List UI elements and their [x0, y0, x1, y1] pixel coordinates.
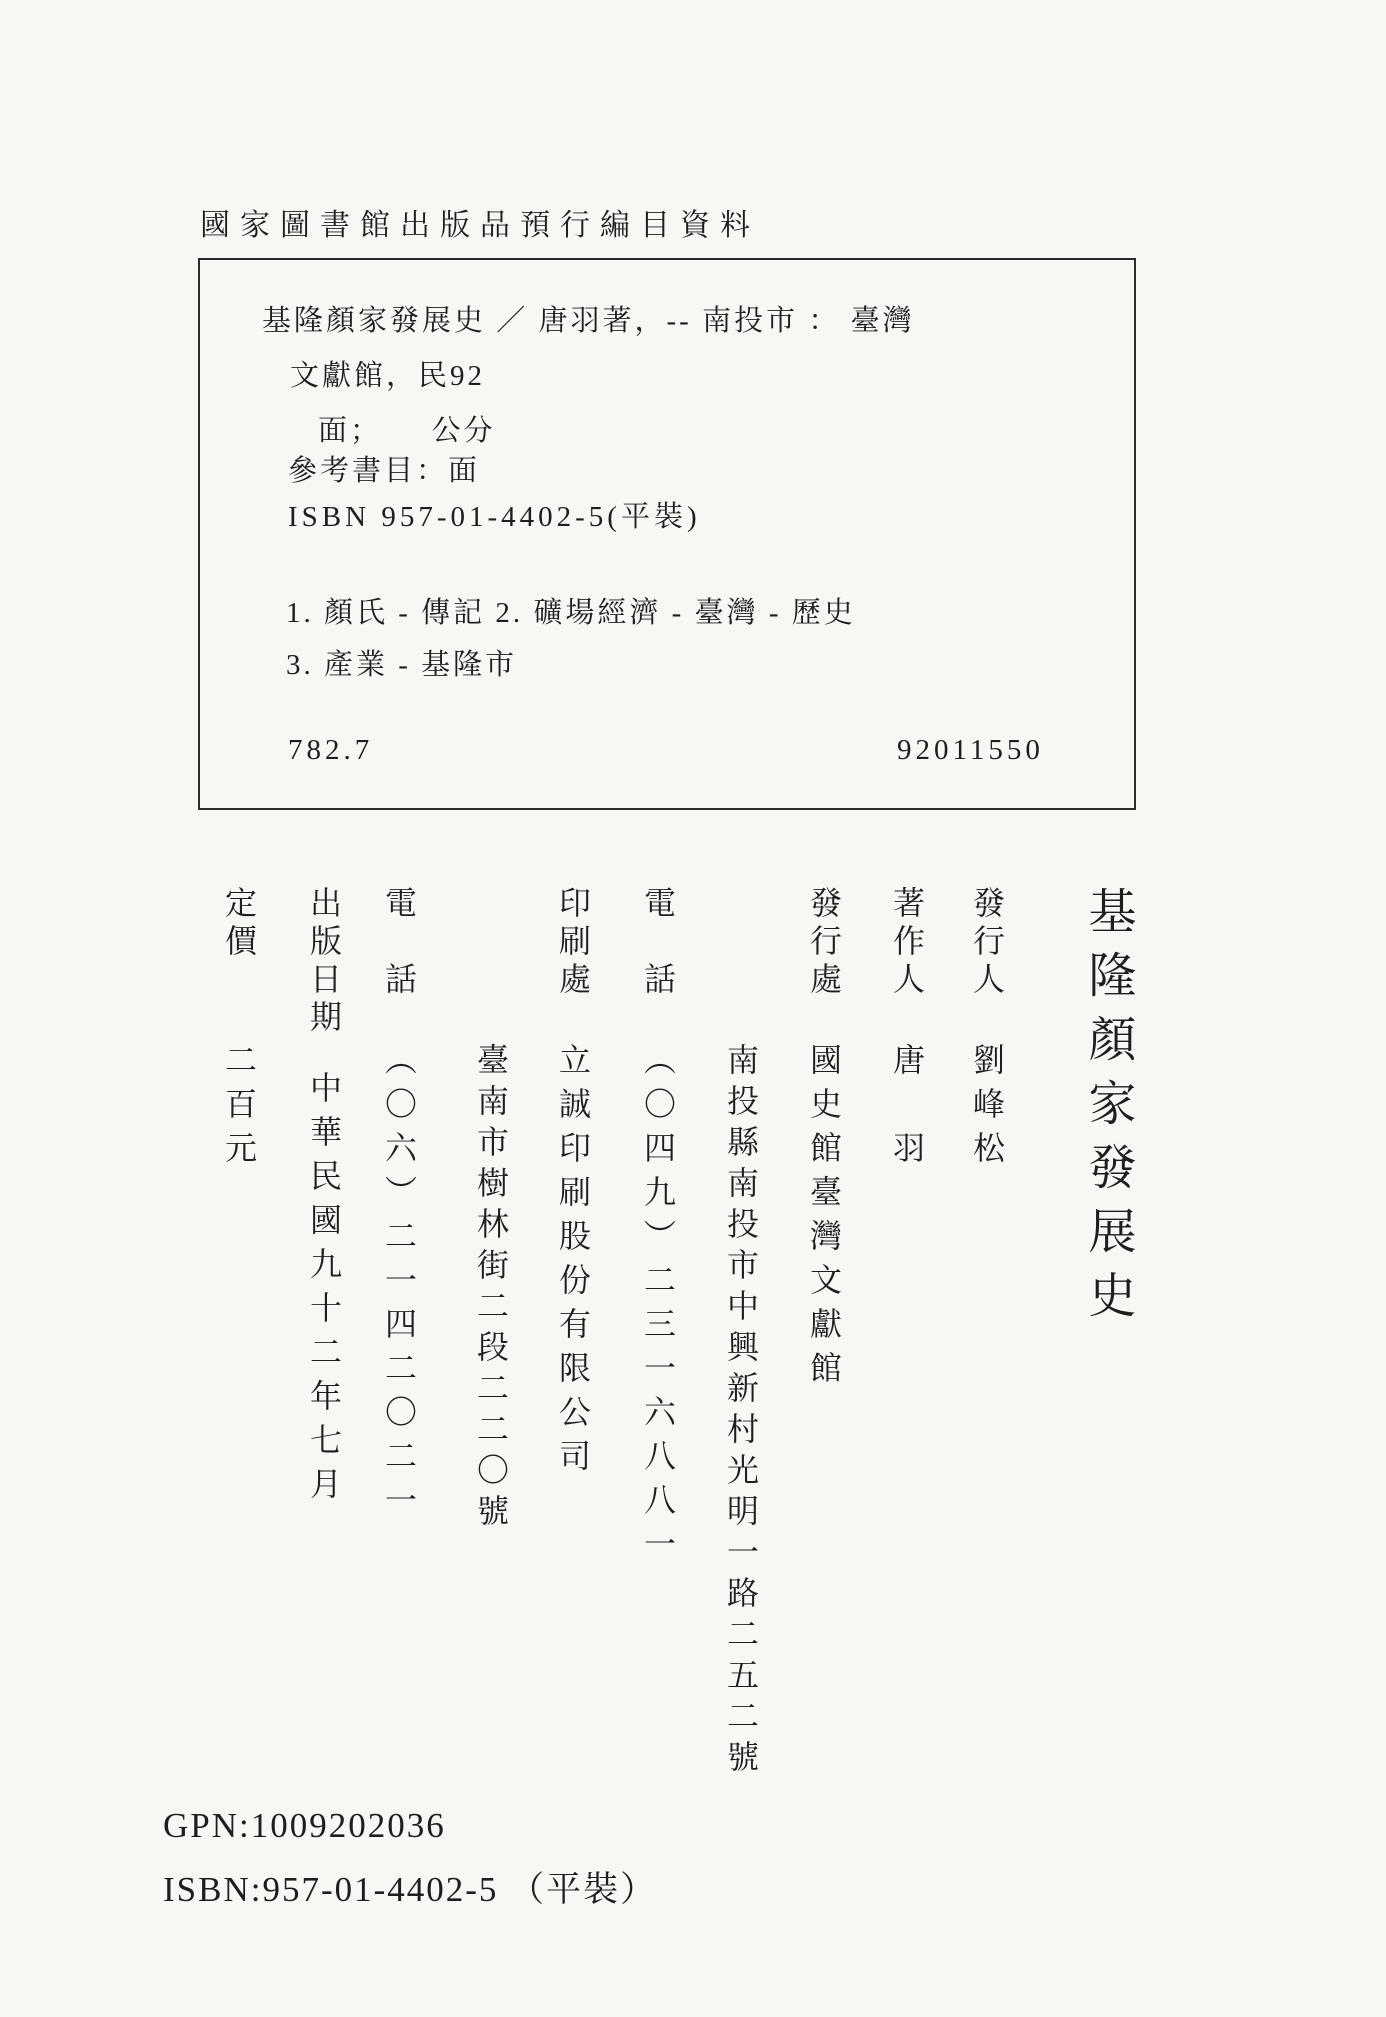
printer-address: 臺南市樹林街二段二二〇號 — [473, 1043, 509, 1535]
publication-date-label: 出版日期 — [306, 886, 342, 1038]
cip-subject-headings-2: 3. 產業 - 基隆市 — [286, 649, 518, 681]
printer-label: 印刷處 — [555, 886, 591, 1000]
cip-title-statement: 基隆顏家發展史 ／ 唐羽著，-- 南投市 ： 臺灣 — [262, 305, 915, 337]
issuing-office-column — [808, 886, 840, 1395]
cip-bibliography-note: 參考書目：面 — [288, 455, 481, 487]
cip-box — [198, 258, 1136, 810]
cip-title-statement-cont: 文獻館，民92 — [290, 360, 486, 392]
book-title-vertical: 基隆顏家發展史 — [1081, 886, 1134, 1334]
publication-date-value: 中華民國九十二年七月 — [306, 1071, 342, 1511]
cip-class-number: 782.7 — [288, 734, 374, 766]
cip-header: 國家圖書館出版品預行編目資料 — [200, 209, 760, 242]
issuing-office-address: 南投縣南投市中興新村光明一路二五二號 — [723, 1043, 759, 1781]
issuer-telephone-column — [642, 886, 674, 1571]
publication-date-column — [308, 886, 340, 1511]
printer-telephone-label: 電 話 — [381, 886, 417, 1000]
price-value: 二百元 — [221, 1043, 257, 1175]
publisher-person-label: 發行人 — [969, 886, 1005, 1000]
cip-record-number: 92011550 — [897, 734, 1044, 766]
issuing-office-value: 國史館臺灣文獻館 — [806, 1043, 842, 1395]
author-column — [891, 886, 923, 1175]
price-label: 定價 — [221, 886, 257, 962]
cip-subject-headings-1: 1. 顏氏 - 傳記 2. 礦場經濟 - 臺灣 - 歷史 — [286, 597, 856, 629]
printer-column — [557, 886, 589, 1483]
cip-isbn: ISBN 957-01-4402-5(平裝) — [288, 501, 701, 533]
issuer-telephone-value: （〇四九）二三一六八八一 — [640, 1043, 676, 1571]
author-value: 唐 羽 — [889, 1043, 925, 1175]
publisher-person-value: 劉峰松 — [969, 1043, 1005, 1175]
gpn-number: GPN:1009202036 — [163, 1806, 446, 1845]
issuing-office-label: 發行處 — [806, 886, 842, 1000]
price-column — [223, 886, 255, 1175]
isbn-number: ISBN:957-01-4402-5 （平裝） — [163, 1870, 658, 1909]
publisher-person-column — [971, 886, 1003, 1175]
issuer-telephone-label: 電 話 — [640, 886, 676, 1000]
printer-telephone-value: （〇六）二一四二〇二一 — [381, 1043, 417, 1527]
cip-physical-desc: 面； 公分 — [318, 415, 496, 447]
printer-telephone-column — [383, 886, 415, 1527]
author-label: 著作人 — [889, 886, 925, 1000]
printer-value: 立誠印刷股份有限公司 — [555, 1043, 591, 1483]
